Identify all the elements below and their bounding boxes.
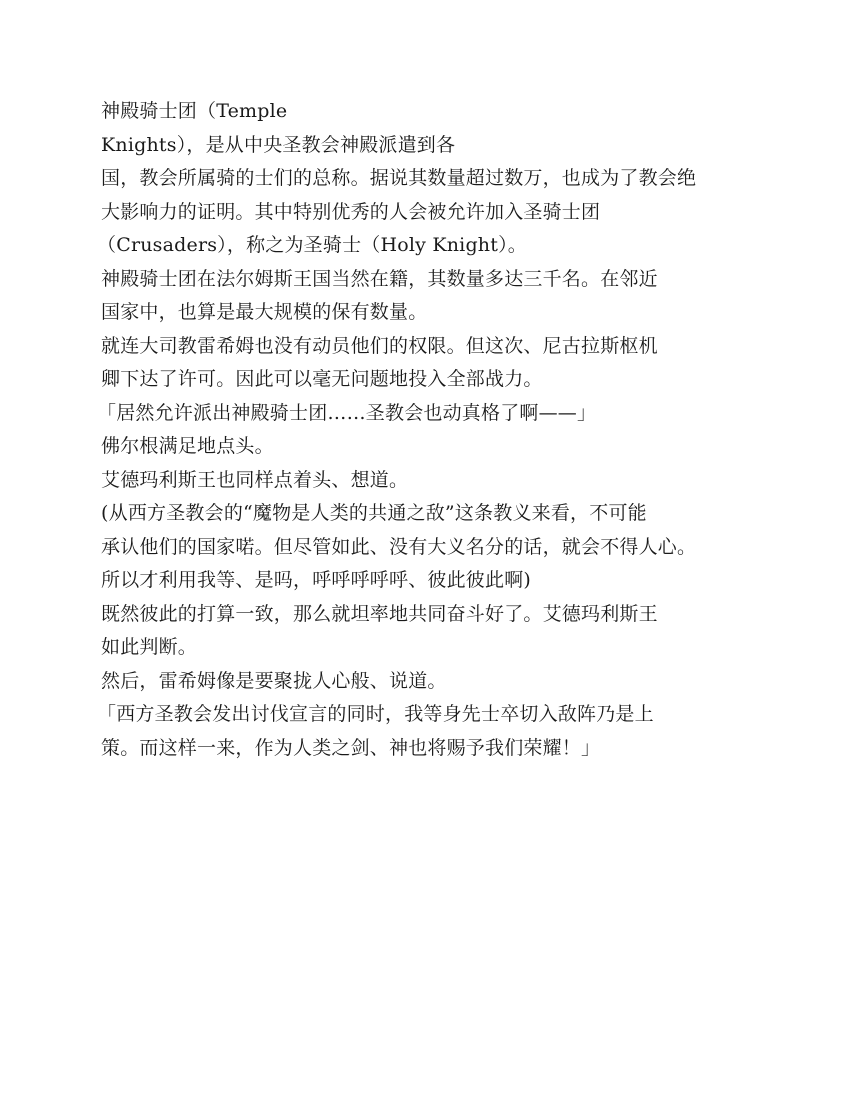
text-line: 承认他们的国家喏。但尽管如此、没有大义名分的话，就会不得人心。 [101,535,697,558]
text-line: 就连大司教雷希姆也没有动员他们的权限。但这次、尼古拉斯枢机 [101,334,658,357]
text-line: 艾德玛利斯王也同样点着头、想道。 [101,468,409,491]
text-line: 佛尔根满足地点头。 [101,435,274,457]
text-line: 如此判断。 [101,636,198,658]
document-body [97,95,761,765]
text-line: 神殿骑士团（Temple [101,100,288,122]
text-line: （Crusaders），称之为圣骑士（Holy Knight）。 [97,234,527,256]
text-line: 策。而这样一来，作为人类之剑、神也将赐予我们荣耀！」 [101,736,601,759]
text-line: 大影响力的证明。其中特别优秀的人会被允许加入圣骑士团 [101,200,601,223]
text-line: 「西方圣教会发出讨伐宣言的同时，我等身先士卒切入敌阵乃是上 [97,703,654,725]
text-line: 神殿骑士团在法尔姆斯王国当然在籍，其数量多达三千名。在邻近 [101,267,658,290]
text-line: Knights），是从中央圣教会神殿派遣到各 [101,133,456,156]
text-line: 所以才利用我等、是吗，呼呼呼呼呼、彼此彼此啊) [101,569,532,591]
text-line: 然后，雷希姆像是要聚拢人心般、说道。 [101,669,447,692]
text-line: 「居然允许派出神殿骑士团……圣教会也动真格了啊——」 [97,401,597,424]
text-line: 国家中，也算是最大规模的保有数量。 [101,301,428,323]
text-line: (从西方圣教会的“魔物是人类的共通之敌”这条教义来看，不可能 [101,502,647,524]
text-line: 卿下达了许可。因此可以毫无问题地投入全部战力。 [101,368,543,390]
text-line: 国，教会所属骑的士们的总称。据说其数量超过数万，也成为了教会绝 [101,167,697,189]
text-line: 既然彼此的打算一致，那么就坦率地共同奋斗好了。艾德玛利斯王 [101,602,658,625]
